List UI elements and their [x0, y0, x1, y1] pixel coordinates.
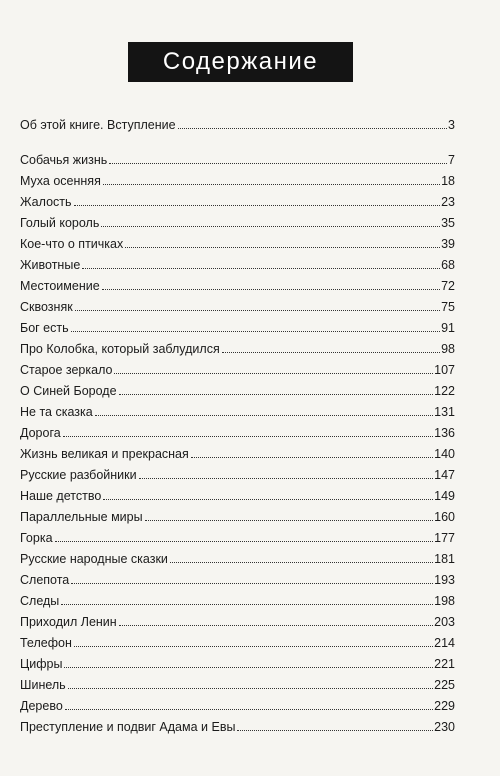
- toc-entry: [20, 569, 455, 587]
- toc-entry-page: 140: [434, 447, 455, 461]
- dot-leader: [237, 730, 433, 731]
- toc-entry-page: 225: [434, 678, 455, 692]
- toc-entry-title: Следы: [20, 594, 60, 608]
- toc-entry: [20, 443, 455, 461]
- toc-entry-page: 18: [441, 174, 455, 188]
- toc-entry-page: 91: [441, 321, 455, 335]
- toc-entry-title: Шинель: [20, 678, 66, 692]
- dot-leader: [74, 205, 441, 206]
- toc-entry-page: 75: [441, 300, 455, 314]
- dot-leader: [71, 331, 440, 332]
- dot-leader: [125, 247, 440, 248]
- dot-leader: [222, 352, 440, 353]
- toc-entry-title: Дорога: [20, 426, 61, 440]
- toc-entry: [20, 233, 455, 251]
- dot-leader: [75, 310, 440, 311]
- dot-leader: [119, 394, 434, 395]
- toc-entry: [20, 275, 455, 293]
- toc-entry-title: Сквозняк: [20, 300, 73, 314]
- toc-entry-title: Про Колобка, который заблудился: [20, 342, 220, 356]
- toc-entry: [20, 359, 455, 377]
- toc-entry: [20, 632, 455, 650]
- toc-entry-page: 230: [434, 720, 455, 734]
- toc-entry: [20, 527, 455, 545]
- toc-entry-title: Телефон: [20, 636, 72, 650]
- toc-entry: [20, 401, 455, 419]
- toc-entry: [20, 485, 455, 503]
- toc-entry-title: Дерево: [20, 699, 63, 713]
- dot-leader: [82, 268, 440, 269]
- toc-entry: [20, 464, 455, 482]
- toc-entry-title: Муха осенняя: [20, 174, 101, 188]
- dot-leader: [74, 646, 433, 647]
- toc-entry: [20, 212, 455, 230]
- toc-entry-intro: [20, 114, 455, 132]
- dot-leader: [145, 520, 434, 521]
- toc-entry-page: 72: [441, 279, 455, 293]
- dot-leader: [101, 226, 440, 227]
- toc-entry: [20, 380, 455, 398]
- dot-leader: [139, 478, 434, 479]
- dot-leader: [64, 667, 433, 668]
- dot-leader: [178, 128, 448, 129]
- dot-leader: [114, 373, 433, 374]
- toc-entry-title: Не та сказка: [20, 405, 93, 419]
- toc-entry-page: 177: [434, 531, 455, 545]
- toc-entry: [20, 317, 455, 335]
- toc-entry-title: Жалость: [20, 195, 72, 209]
- toc-entry: [20, 716, 455, 734]
- toc-entry: [20, 422, 455, 440]
- toc-entry-page: 7: [448, 153, 455, 167]
- toc-entry: [20, 254, 455, 272]
- dot-leader: [63, 436, 433, 437]
- toc-entry-page: 181: [434, 552, 455, 566]
- dot-leader: [102, 289, 440, 290]
- dot-leader: [71, 583, 433, 584]
- toc-entry-page: 23: [441, 195, 455, 209]
- toc-entry: [20, 191, 455, 209]
- toc-entry-title: Голый король: [20, 216, 100, 230]
- dot-leader: [95, 415, 433, 416]
- toc-entry-title: Горка: [20, 531, 53, 545]
- toc-entry-page: 3: [448, 118, 455, 132]
- dot-leader: [103, 499, 433, 500]
- dot-leader: [119, 625, 433, 626]
- toc-entry: [20, 296, 455, 314]
- toc-entry-title: Местоимение: [20, 279, 100, 293]
- toc-entry-page: 107: [434, 363, 455, 377]
- toc-entry: [20, 548, 455, 566]
- toc-entry-page: 149: [434, 489, 455, 503]
- toc-entry-page: 39: [441, 237, 455, 251]
- heading-box: [128, 42, 353, 82]
- dot-leader: [61, 604, 433, 605]
- toc-entry-title: Преступление и подвиг Адама и Евы: [20, 720, 236, 734]
- toc-entry-page: 136: [434, 426, 455, 440]
- toc-entry-title: Русские народные сказки: [20, 552, 168, 566]
- toc-entry-title: Собачья жизнь: [20, 153, 108, 167]
- toc-entry-page: 35: [441, 216, 455, 230]
- toc-entry: [20, 506, 455, 524]
- dot-leader: [109, 163, 447, 164]
- toc-entry-title: Кое-что о птичках: [20, 237, 124, 251]
- dot-leader: [65, 709, 433, 710]
- toc-entry-title: Приходил Ленин: [20, 615, 117, 629]
- toc-entry-page: 193: [434, 573, 455, 587]
- toc-entry-page: 68: [441, 258, 455, 272]
- toc-entry-page: 203: [434, 615, 455, 629]
- toc-entry-page: 160: [434, 510, 455, 524]
- toc-entry: [20, 338, 455, 356]
- toc-entry-title: Слепота: [20, 573, 70, 587]
- page-title: Содержание: [162, 48, 319, 75]
- toc-entry: [20, 170, 455, 188]
- toc-entry-title: Жизнь великая и прекрасная: [20, 447, 189, 461]
- toc-entry-title: Параллельные миры: [20, 510, 143, 524]
- toc-entry-title: Животные: [20, 258, 81, 272]
- toc-entry-page: 214: [434, 636, 455, 650]
- toc-entry-title: Об этой книге. Вступление: [20, 118, 176, 132]
- toc-entry-page: 98: [441, 342, 455, 356]
- dot-leader: [191, 457, 433, 458]
- toc-entry-page: 122: [434, 384, 455, 398]
- toc-entry: [20, 149, 455, 167]
- toc-entry-title: Старое зеркало: [20, 363, 113, 377]
- dot-leader: [55, 541, 434, 542]
- toc-entry-title: Русские разбойники: [20, 468, 137, 482]
- dot-leader: [170, 562, 433, 563]
- toc-entry: [20, 695, 455, 713]
- toc-entry-page: 147: [434, 468, 455, 482]
- toc-entry-title: Цифры: [20, 657, 63, 671]
- toc-entry-title: О Синей Бороде: [20, 384, 117, 398]
- toc-entry: [20, 590, 455, 608]
- dot-leader: [68, 688, 433, 689]
- dot-leader: [103, 184, 440, 185]
- toc-entry-title: Наше детство: [20, 489, 102, 503]
- toc-entry-title: Бог есть: [20, 321, 69, 335]
- toc-entry: [20, 611, 455, 629]
- toc-entry: [20, 653, 455, 671]
- toc-entry-page: 221: [434, 657, 455, 671]
- toc-entry-page: 229: [434, 699, 455, 713]
- toc-entry: [20, 674, 455, 692]
- toc-entry-page: 131: [434, 405, 455, 419]
- toc-entry-page: 198: [434, 594, 455, 608]
